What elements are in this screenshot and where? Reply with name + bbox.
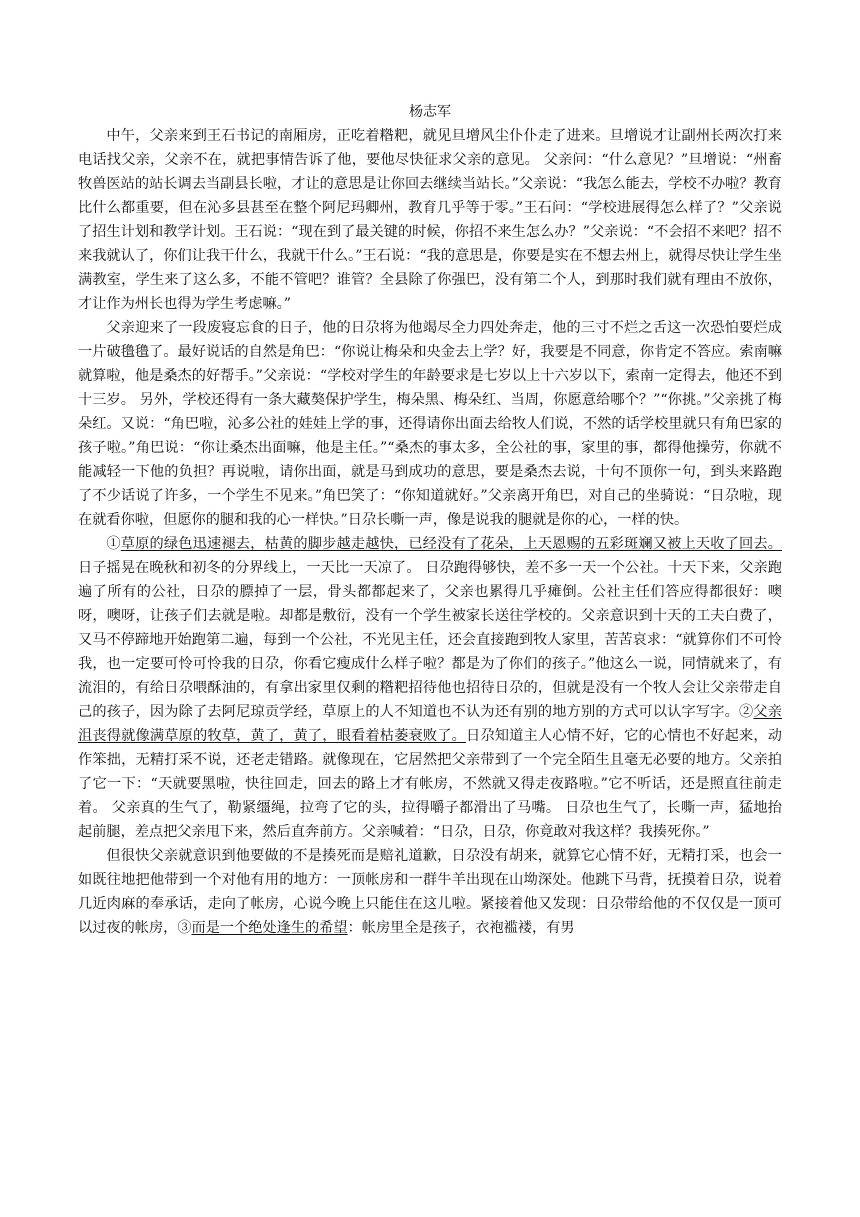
paragraph-2 xyxy=(78,316,782,532)
underlined-sentence-2: 父亲沮丧得就像满草原的牧草，黄了，黄了，眼看着枯萎衰败了。 xyxy=(78,704,782,744)
paragraph-text: 父亲迎来了一段废寝忘食的日子，他的日尕将为他竭尽全力四处奔走，他的三寸不烂之舌这一次恐怕要烂成一片破氇氇了。最好说话的自然是角巴：“你说让梅朵和央金去上学？好，我要是不同意，你肯定不答应。索南嘛就算啦，他是桑杰的好帮手。”父亲说：“学校对学生的年龄要求是七岁以上十六岁以下，索南一定得去，他还不到十三岁。 另外，学校还得有一条大藏獒保护学生，梅朵黑、梅朵红、当周，你愿意给哪个？”“你挑。”父亲挑了梅朵红。又说：“角巴啦，沁多公社的娃娃上学的事，还得请你出面去给牧人们说，不然的话学校里就只有角巴家的孩子啦。”角巴说：“你让桑杰出面嘛，他是主任。”“桑杰的事太多，全公社的事，家里的事，都得他操劳，你就不能减轻一下他的负担？再说啦，请你出面，就是马到成功的意思，要是桑杰去说，十句不顶你一句，到头来路跑了不少话说了许多，一个学生不见来。”角巴笑了：“你知道就好。”父亲离开角巴，对自己的坐骑说：“日尕啦，现在就看你啦，但愿你的腿和我的心一样快。”日尕长嘶一声，像是说我的腿就是你的心，一样的快。 xyxy=(78,320,782,528)
underlined-sentence-3: 而是一个绝处逢生的希望 xyxy=(191,920,348,936)
paragraph-3 xyxy=(78,532,782,844)
author-name: 杨志军 xyxy=(409,104,451,120)
paragraph-text: 日子摇晃在晚秋和初冬的分界线上，一天比一天凉了。 日尕跑得够快，差不多一天一个公社。十天下来，父亲跑遍了所有的公社，日尕的膘掉了一层，骨头都都起来了，父亲也累得几乎瘫倒。公社主任们答应得都很好：噢呀，噢呀，让孩子们去就是啦。却都是敷衍，没有一个学生被家长送往学校的。父亲意识到十天的工夫白费了，又马不停蹄地开始跑第二遍，每到一个公社，不光见主任，还会直接跑到牧人家里，苦苦哀求：“就算你们不可怜我，也一定要可怜可怜我的日尕，你看它瘦成什么样子啦？都是为了你们的孩子。”他这么一说，同情就来了，有流泪的，有给日尕喂酥油的，有拿出家里仅剩的糌粑招待他也招待日尕的，但就是没有一个牧人会让父亲带走自己的孩子，因为除了去阿尼琼贡学经，草原上的人不知道也不认为还有别的地方别的方式可以认字写字。② xyxy=(78,560,782,720)
paragraph-4 xyxy=(78,844,782,940)
marker-1: ① xyxy=(106,536,121,552)
paragraph-text: 中午，父亲来到王石书记的南厢房，正吃着糌粑，就见旦增风尘仆仆走了进来。旦增说才让副州长两次打来电话找父亲，父亲不在，就把事情告诉了他，要他尽快征求父亲的意见。 父亲问：“什么意见？”旦增说：“州畜牧兽医站的站长调去当副县长啦，才让的意思是让你回去继续当站长。”父亲说：“我怎么能去，学校不办啦？教育比什么都重要，但在沁多县甚至在整个阿尼玛卿州，教育几乎等于零。”王石问：“学校进展得怎么样了？”父亲说了招生计划和教学计划。王石说：“现在到了最关键的时候，你招不来生怎么办？”父亲说：“不会招不来吧？招不来我就认了，你们让我干什么，我就干什么。”王石说：“我的意思是，你要是实在不想去州上，就得尽快让学生坐满教室，学生来了这么多，不能不管吧？谁管？全县除了你强巴，没有第二个人，到那时我们就有理由不放你，才让作为州长也得为学生考虑嘛。” xyxy=(78,128,782,312)
underlined-sentence-1: 草原的绿色迅速褪去，枯黄的脚步越走越快，已经没有了花朵，上天恩赐的五彩斑斓又被上天收了回去。 xyxy=(120,536,782,552)
paragraph-text: 日尕知道主人心情不好，它的心情也不好起来，动作笨拙，无精打采不说，还老走错路。就像现在，它居然把父亲带到了一个完全陌生且毫无必要的地方。父亲拍了它一下：“天就要黑啦，快往回走，回去的路上才有帐房，不然就又得走夜路啦。”它不听话，还是照直往前走着。 父亲真的生气了，勒紧缰绳，拉弯了它的头，拉得嚼子都滑出了马嘴。 日尕也生气了，长嘶一声，猛地抬起前腿，差点把父亲甩下来，然后直奔前方。父亲喊着：“日尕，日尕，你竟敢对我这样？我揍死你。” xyxy=(78,728,782,840)
paragraph-1 xyxy=(78,124,782,316)
paragraph-text: ：帐房里全是孩子，衣袍褴褛，有男 xyxy=(347,920,575,936)
paragraph-text: 但很快父亲就意识到他要做的不是揍死而是赔礼道歉，日尕没有胡来，就算它心情不好，无精打采，也会一如既往地把他带到一个对他有用的地方：一顶帐房和一群牛羊出现在山坳深处。他跳下马背，抚摸着日尕，说着几近肉麻的奉承话，走向了帐房，心说今晚上只能住在这儿啦。紧接着他又发现：日尕带给他的不仅仅是一顶可以过夜的帐房，③ xyxy=(78,848,782,936)
article-body xyxy=(78,124,782,940)
